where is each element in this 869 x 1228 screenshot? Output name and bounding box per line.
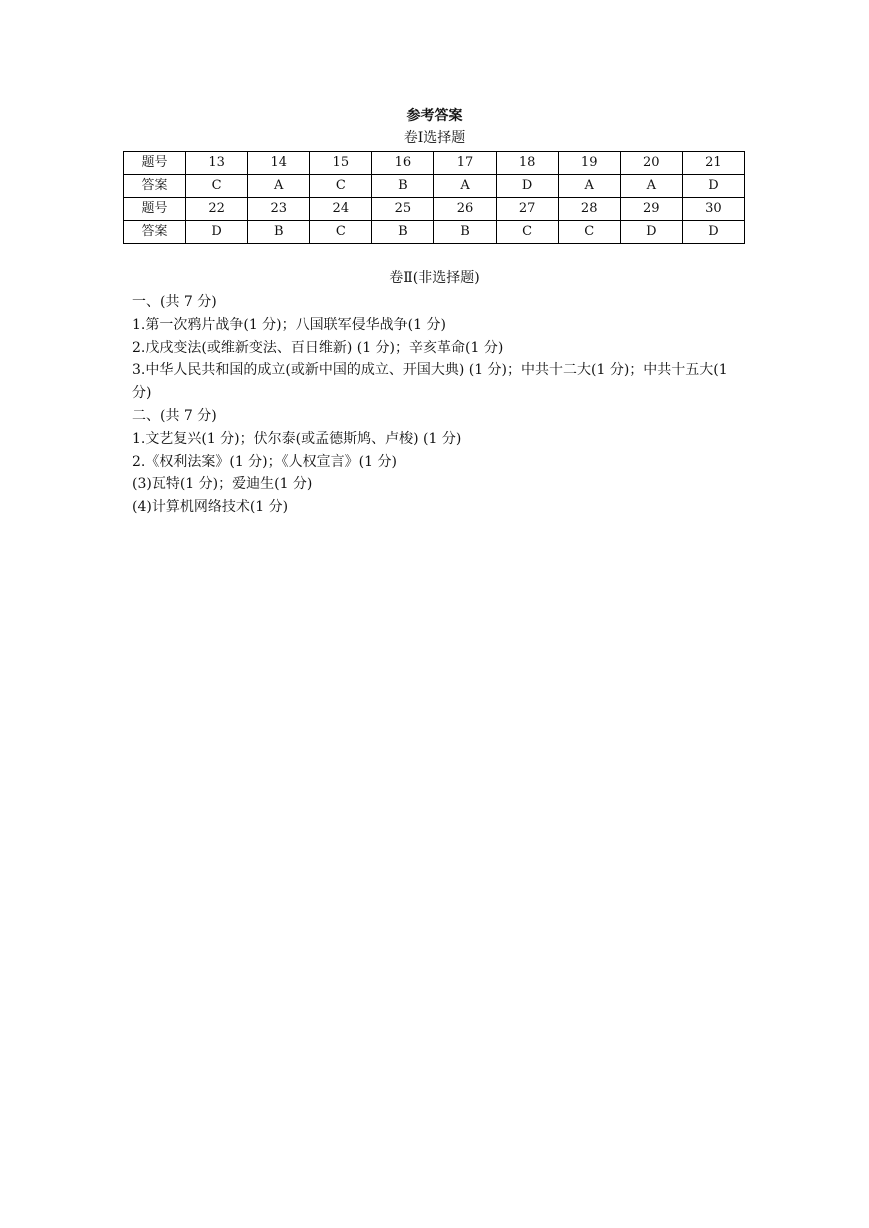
table-cell: A <box>248 175 310 198</box>
table-cell: C <box>310 175 372 198</box>
table-cell: 24 <box>310 198 372 221</box>
table-cell: A <box>434 175 496 198</box>
table-cell: 26 <box>434 198 496 221</box>
page-title: 参考答案 <box>406 108 463 124</box>
table-cell: D <box>682 221 744 244</box>
table-cell: D <box>496 175 558 198</box>
table-cell: D <box>682 175 744 198</box>
table-cell: 29 <box>620 198 682 221</box>
table-cell: C <box>310 221 372 244</box>
table-cell: A <box>558 175 620 198</box>
row-label: 题号 <box>124 198 186 221</box>
table-cell: 14 <box>248 152 310 175</box>
table-cell: 23 <box>248 198 310 221</box>
table-cell: D <box>620 221 682 244</box>
row-label: 答案 <box>124 175 186 198</box>
answer-line: (3)瓦特(1 分)；爱迪生(1 分) <box>132 476 313 493</box>
table-cell: 28 <box>558 198 620 221</box>
table-cell: 30 <box>682 198 744 221</box>
table-row <box>124 198 745 221</box>
answer-line: 一、(共 7 分) <box>132 294 217 310</box>
table-cell: 15 <box>310 152 372 175</box>
answer-line: 3.中华人民共和国的成立(或新中国的成立、开国大典) (1 分)；中共十二大(1 分)；中共十五大(1 分) <box>132 362 728 402</box>
table-cell: B <box>434 221 496 244</box>
section-1-title: 卷Ⅰ选择题 <box>403 130 466 146</box>
table-row <box>124 221 745 244</box>
answer-table <box>123 151 745 244</box>
answer-line: 二、(共 7 分) <box>132 407 217 424</box>
answer-line: 1.文艺复兴(1 分)；伏尔泰(或孟德斯鸠、卢梭) (1 分) <box>132 430 462 447</box>
answer-line: 2.《权利法案》(1 分)；《人权宣言》(1 分) <box>132 453 397 470</box>
table-cell: A <box>620 175 682 198</box>
table-row <box>124 152 745 175</box>
table-cell: 18 <box>496 152 558 175</box>
table-cell: 22 <box>186 198 248 221</box>
table-cell: 16 <box>372 152 434 175</box>
table-cell: B <box>372 221 434 244</box>
section-2-title: 卷Ⅱ(非选择题) <box>389 270 480 286</box>
answer-line: 1.第一次鸦片战争(1 分)；八国联军侵华战争(1 分) <box>132 316 446 333</box>
table-cell: 25 <box>372 198 434 221</box>
row-label: 答案 <box>124 221 186 244</box>
answer-line: 2.戊戌变法(或维新变法、百日维新) (1 分)；辛亥革命(1 分) <box>132 339 504 356</box>
answer-line: (4)计算机网络技术(1 分) <box>132 499 289 516</box>
table-cell: 19 <box>558 152 620 175</box>
table-cell: 13 <box>186 152 248 175</box>
row-label: 题号 <box>124 152 186 175</box>
table-cell: B <box>372 175 434 198</box>
table-cell: 17 <box>434 152 496 175</box>
table-cell: D <box>186 221 248 244</box>
table-cell: 20 <box>620 152 682 175</box>
table-cell: C <box>186 175 248 198</box>
table-row <box>124 175 745 198</box>
table-cell: C <box>558 221 620 244</box>
table-cell: 27 <box>496 198 558 221</box>
table-cell: 21 <box>682 152 744 175</box>
table-cell: B <box>248 221 310 244</box>
table-cell: C <box>496 221 558 244</box>
answer-text-block <box>132 291 742 519</box>
